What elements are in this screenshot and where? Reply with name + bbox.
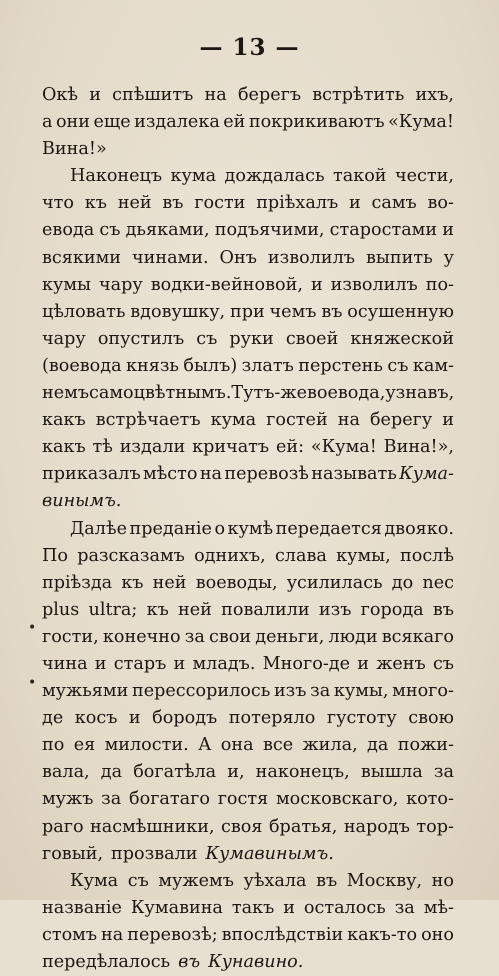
text-line: plus ultra; къ ней повалили изъ города въ bbox=[42, 599, 454, 620]
margin-mark: • bbox=[28, 675, 37, 691]
text-line: цѣловать вдовушку, при чемъ въ осушенную bbox=[42, 301, 454, 322]
text-line: а они еще издалека ей покрикиваютъ «Кума! bbox=[42, 112, 454, 133]
text-line: Кума съ мужемъ уѣхала въ Москву, но bbox=[70, 870, 454, 891]
text-line: По разсказамъ однихъ, слава кумы, послѣ bbox=[42, 545, 454, 566]
text-line: приказалъ мѣсто на перевозѣ называть Кума- bbox=[42, 464, 454, 485]
margin-mark: • bbox=[28, 620, 37, 636]
text-line: что къ ней въ гости пріѣхалъ и самъ во- bbox=[42, 193, 454, 214]
text-line: гости, конечно за свои деньги, люди всякаго bbox=[42, 626, 454, 647]
text-line: раго насмѣшники, своя братья, народъ тор- bbox=[42, 816, 454, 837]
text-line: Наконецъ кума дождалась такой чести, bbox=[70, 166, 454, 187]
text-line: всякими чинами. Онъ изволилъ выпить у bbox=[42, 247, 454, 268]
text-line: названіе Кумавина такъ и осталось за мѣ- bbox=[42, 897, 454, 918]
text-line: винымъ. bbox=[42, 491, 122, 512]
text-line: мужъ за богатаго гостя московскаго, кото- bbox=[42, 789, 454, 810]
text-line: какъ встрѣчаетъ кума гостей на берегу и bbox=[42, 410, 454, 431]
text-line: по ея милости. А она все жила, да пожи- bbox=[42, 735, 454, 756]
text-line: какъ тѣ издали кричатъ ей: «Кума! Вина!», bbox=[42, 437, 454, 458]
text-line: (воевода князь былъ) златъ перстень съ кам- bbox=[42, 355, 454, 376]
text-line: пріѣзда къ ней воеводы, усилилась до nec bbox=[42, 572, 454, 593]
text-line: евода съ дьяками, подъячими, старостами и bbox=[42, 220, 454, 241]
text-line: передѣлалось въ Кунавино. bbox=[42, 952, 304, 972]
text-line: чина и старъ и младъ. Много-де и женъ съ bbox=[42, 653, 454, 674]
text-line: Вина!» bbox=[42, 139, 107, 160]
text-line: говый, прозвали Кумавинымъ. bbox=[42, 843, 334, 864]
text-line: вала, да богатѣла и, наконецъ, вышла за bbox=[42, 762, 454, 783]
text-line: де косъ и бородъ потеряло густоту свою bbox=[42, 708, 454, 729]
text-line: кумы чару водки-вейновой, и изволилъ по- bbox=[42, 274, 454, 295]
text-line: стомъ на перевозѣ; впослѣдствіи какъ-то оно bbox=[42, 924, 454, 945]
text-line: Окѣ и спѣшитъ на берегъ встрѣтить ихъ, bbox=[42, 85, 454, 105]
page-number: — 13 — bbox=[199, 34, 300, 61]
page-body bbox=[42, 82, 454, 976]
text-line: Далѣе преданіе о кумѣ передается двояко. bbox=[70, 518, 454, 539]
text-line: мужьями перессорилось изъ за кумы, много- bbox=[42, 681, 454, 702]
text-line: немъ самоцвѣтнымъ. Тутъ-же воевода, узнавъ, bbox=[42, 383, 455, 404]
text-line: чару опустилъ съ руки своей княжеской bbox=[42, 328, 454, 349]
